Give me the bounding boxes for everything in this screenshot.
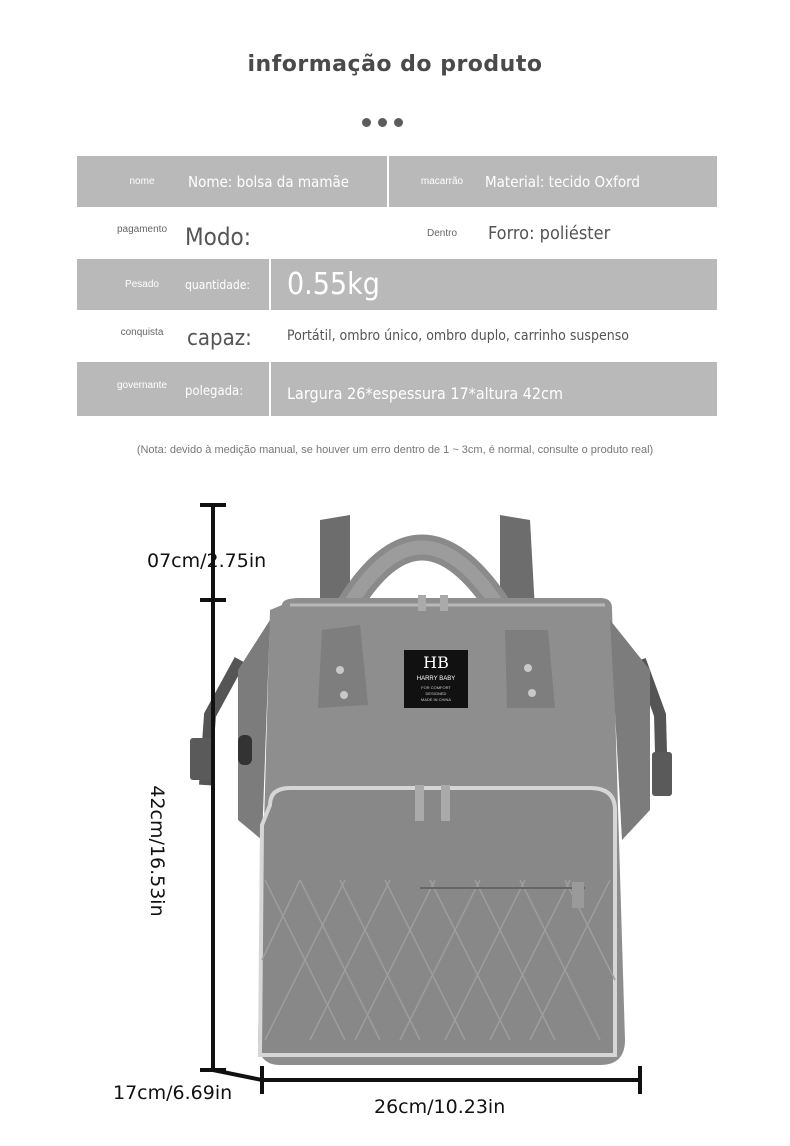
spec-key-capable: capaz: xyxy=(187,325,252,351)
dim-bag-height: 42cm/16.53in xyxy=(146,785,168,917)
spec-row-2 xyxy=(77,207,717,259)
dim-handle-height: 07cm/2.75in xyxy=(147,550,267,572)
dim-depth: 17cm/6.69in xyxy=(113,1082,233,1104)
divider xyxy=(269,259,271,310)
brand-line-2: DESIGNED xyxy=(425,691,447,696)
spec-value-material: Material: tecido Oxford xyxy=(485,172,640,191)
spec-key-inch: polegada: xyxy=(185,383,244,399)
spec-row-4 xyxy=(77,310,717,362)
spec-key-quantity: quantidade: xyxy=(185,277,250,292)
page-title: informação do produto xyxy=(247,52,543,77)
spec-value-weight: 0.55kg xyxy=(287,267,380,302)
dot xyxy=(378,118,387,127)
brand-line-3: MADE IN CHINA xyxy=(420,697,452,702)
spec-label-weight: Pesado xyxy=(125,279,159,290)
spec-value-mode: Modo: xyxy=(185,223,252,251)
spec-row-1 xyxy=(77,156,717,207)
divider xyxy=(269,362,271,416)
measurement-note: (Nota: devido à medição manual, se houver um erro dentro de 1 ~ 3cm, é normal, consulte o produto real) xyxy=(136,444,654,456)
brand-line-1: FOR COMFORT xyxy=(421,685,451,690)
spec-label-material: macarrão xyxy=(420,176,464,187)
backpack-illustration xyxy=(0,480,790,1141)
spec-label-ruler: governante xyxy=(116,379,168,391)
brand-name: HARRY BABY xyxy=(416,676,456,682)
dot xyxy=(394,118,403,127)
spec-label-achieve: conquista xyxy=(120,326,164,338)
brand-logo: HB xyxy=(423,653,449,672)
dim-width: 26cm/10.23in xyxy=(374,1096,506,1118)
product-image xyxy=(0,480,790,1141)
spec-value-lining: Forro: poliéster xyxy=(488,222,611,244)
spec-value-size: Largura 26*espessura 17*altura 42cm xyxy=(287,383,563,403)
spec-value-uses: Portátil, ombro único, ombro duplo, carrinho suspenso xyxy=(287,328,629,344)
pagination-dots xyxy=(362,114,414,126)
spec-label-payment: pagamento xyxy=(116,223,168,235)
spec-label-inside: Dentro xyxy=(426,227,457,239)
divider xyxy=(387,156,389,207)
spec-value-name: Nome: bolsa da mamãe xyxy=(188,172,350,191)
dot xyxy=(362,118,371,127)
spec-row-3 xyxy=(77,259,717,310)
spec-label-name: nome xyxy=(129,176,155,187)
spec-row-5 xyxy=(77,362,717,416)
